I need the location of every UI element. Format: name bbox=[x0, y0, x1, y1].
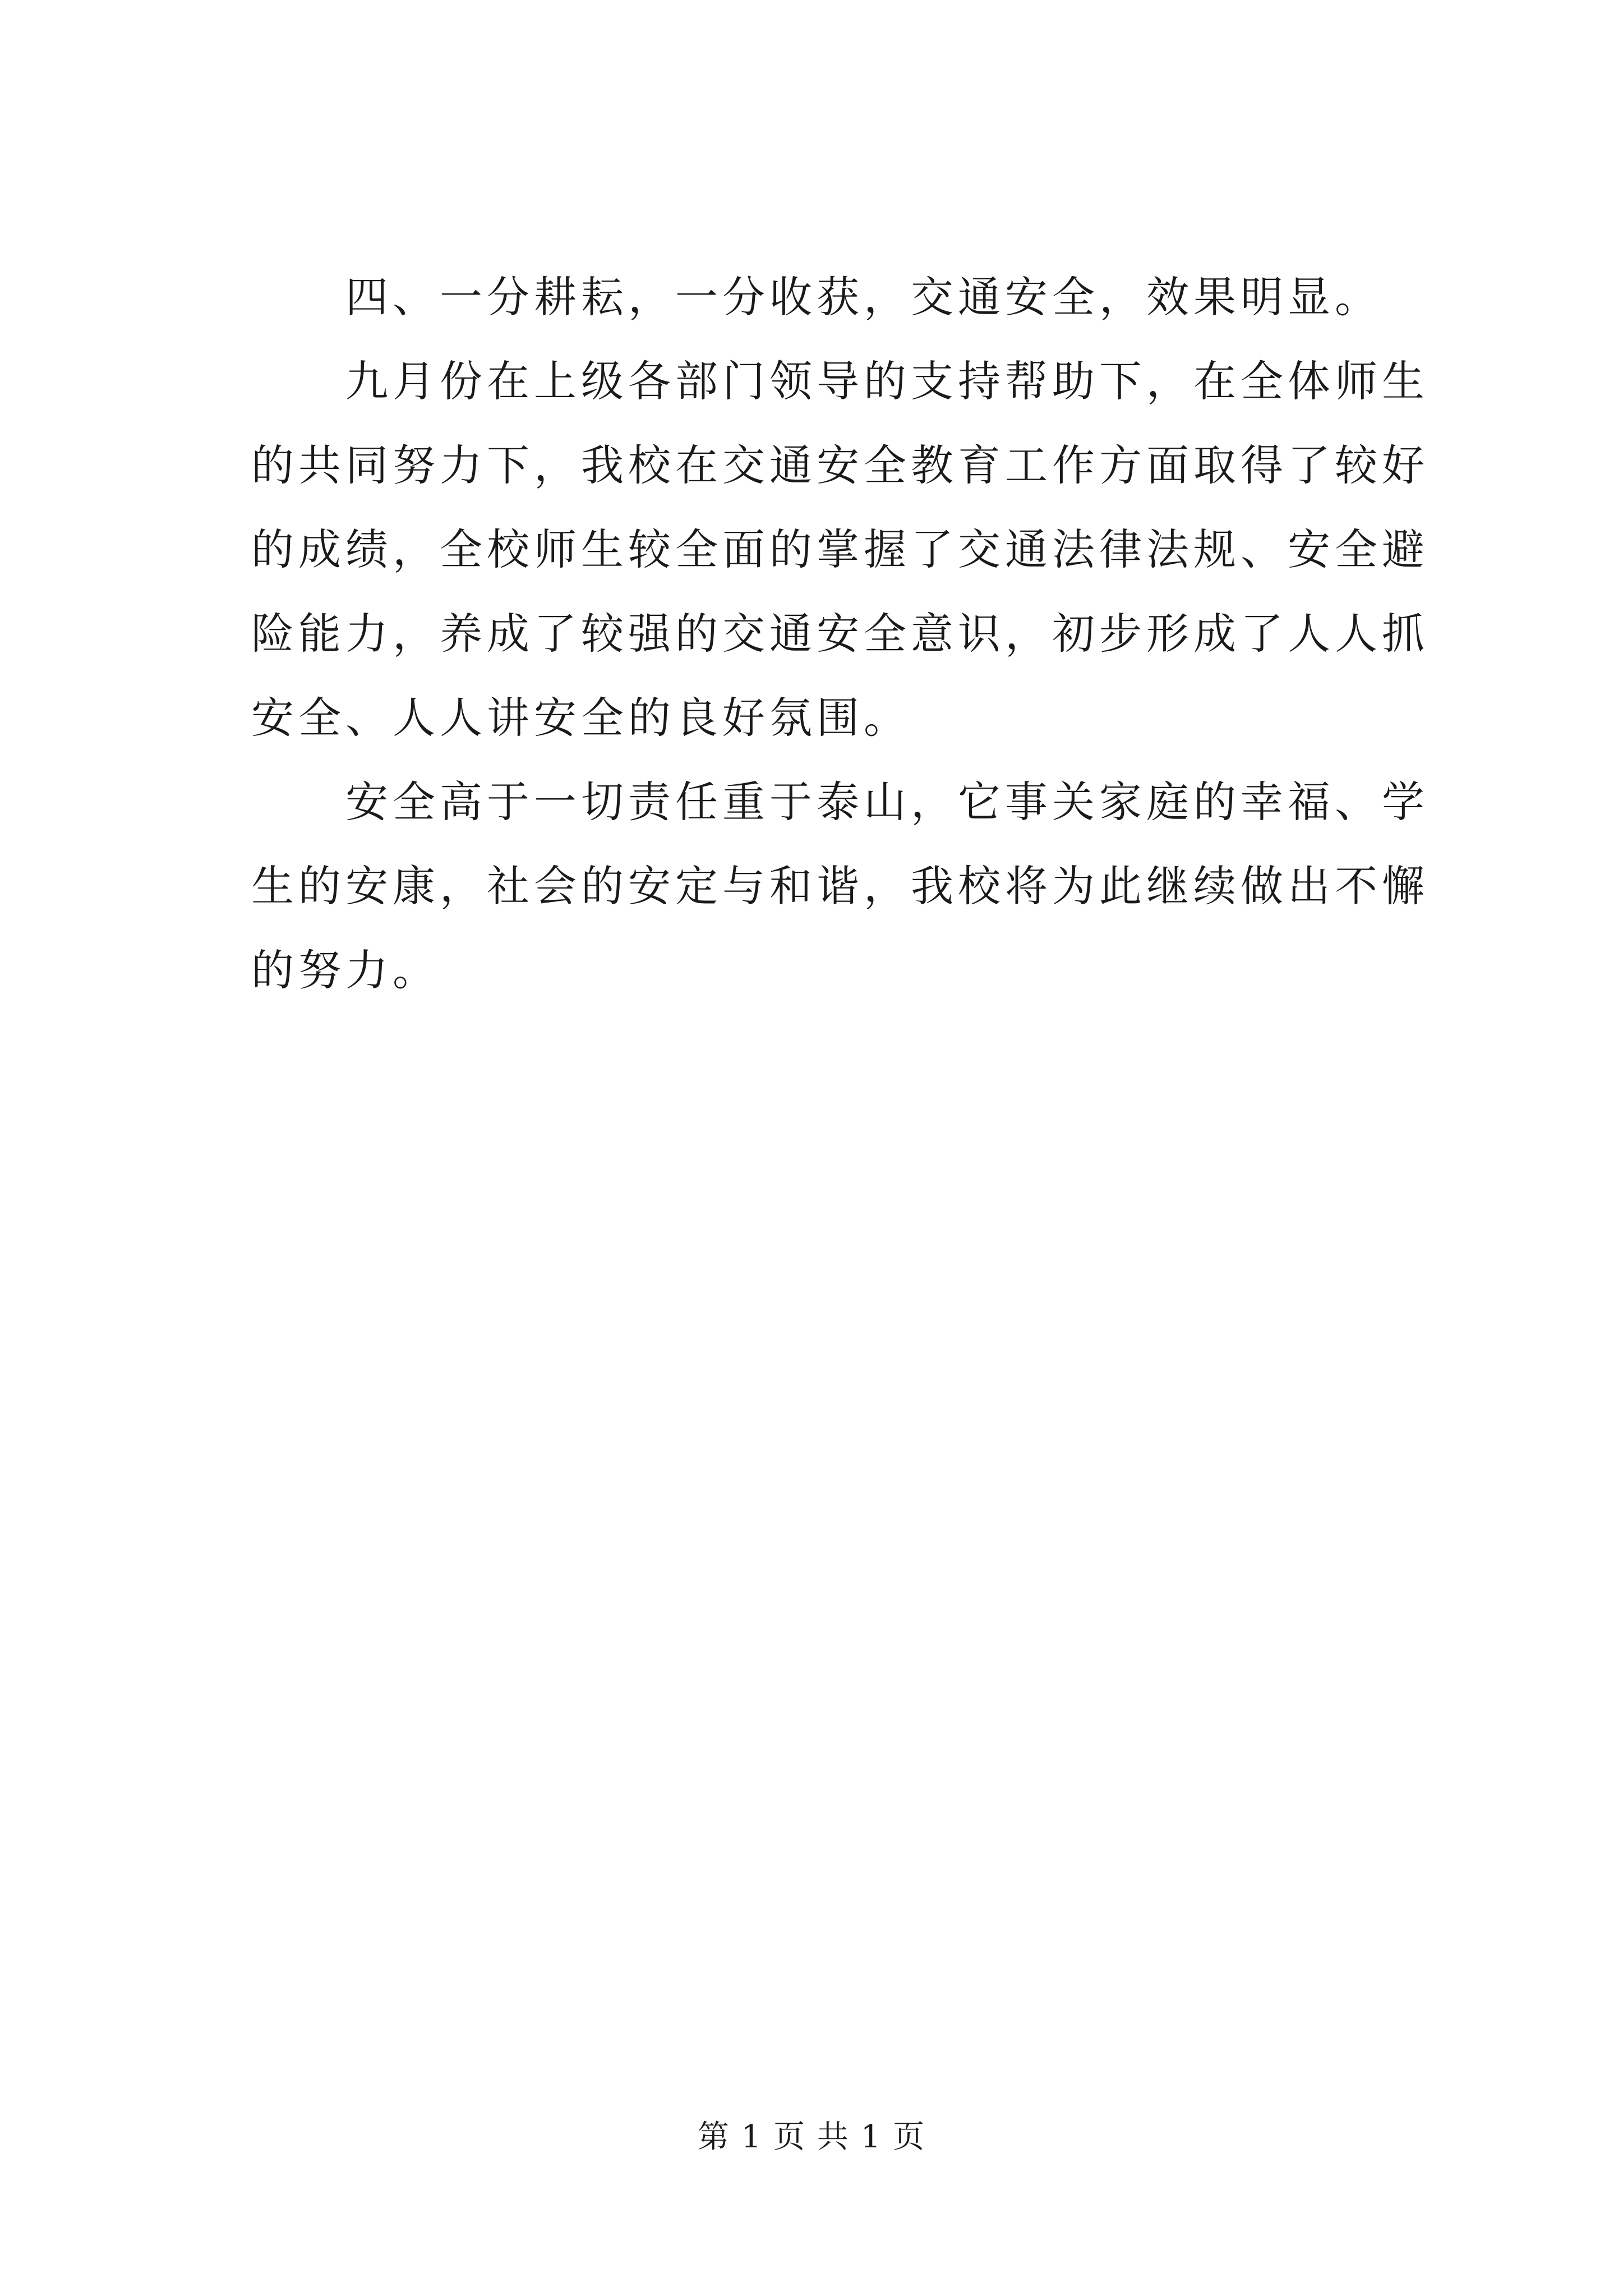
body-paragraph: 九月份在上级各部门领导的支持帮助下，在全体师生的共同努力下，我校在交通安全教育工作方面取得了较好的成绩，全校师生较全面的掌握了交通法律法规、安全避险能力，养成了较强的交通安全意识，初步形成了人人抓安全、人人讲安全的良好氛围。 bbox=[251, 356, 1429, 743]
section-heading: 四、一分耕耘，一分收获，交通安全，效果明显。 bbox=[345, 272, 1382, 322]
page-number-footer: 第 1 页 共 1 页 bbox=[697, 2119, 926, 2155]
document-body bbox=[251, 255, 1429, 1013]
closing-paragraph: 安全高于一切责任重于泰山，它事关家庭的幸福、学生的安康，社会的安定与和谐，我校将为此继续做出不懈的努力。 bbox=[251, 777, 1429, 995]
